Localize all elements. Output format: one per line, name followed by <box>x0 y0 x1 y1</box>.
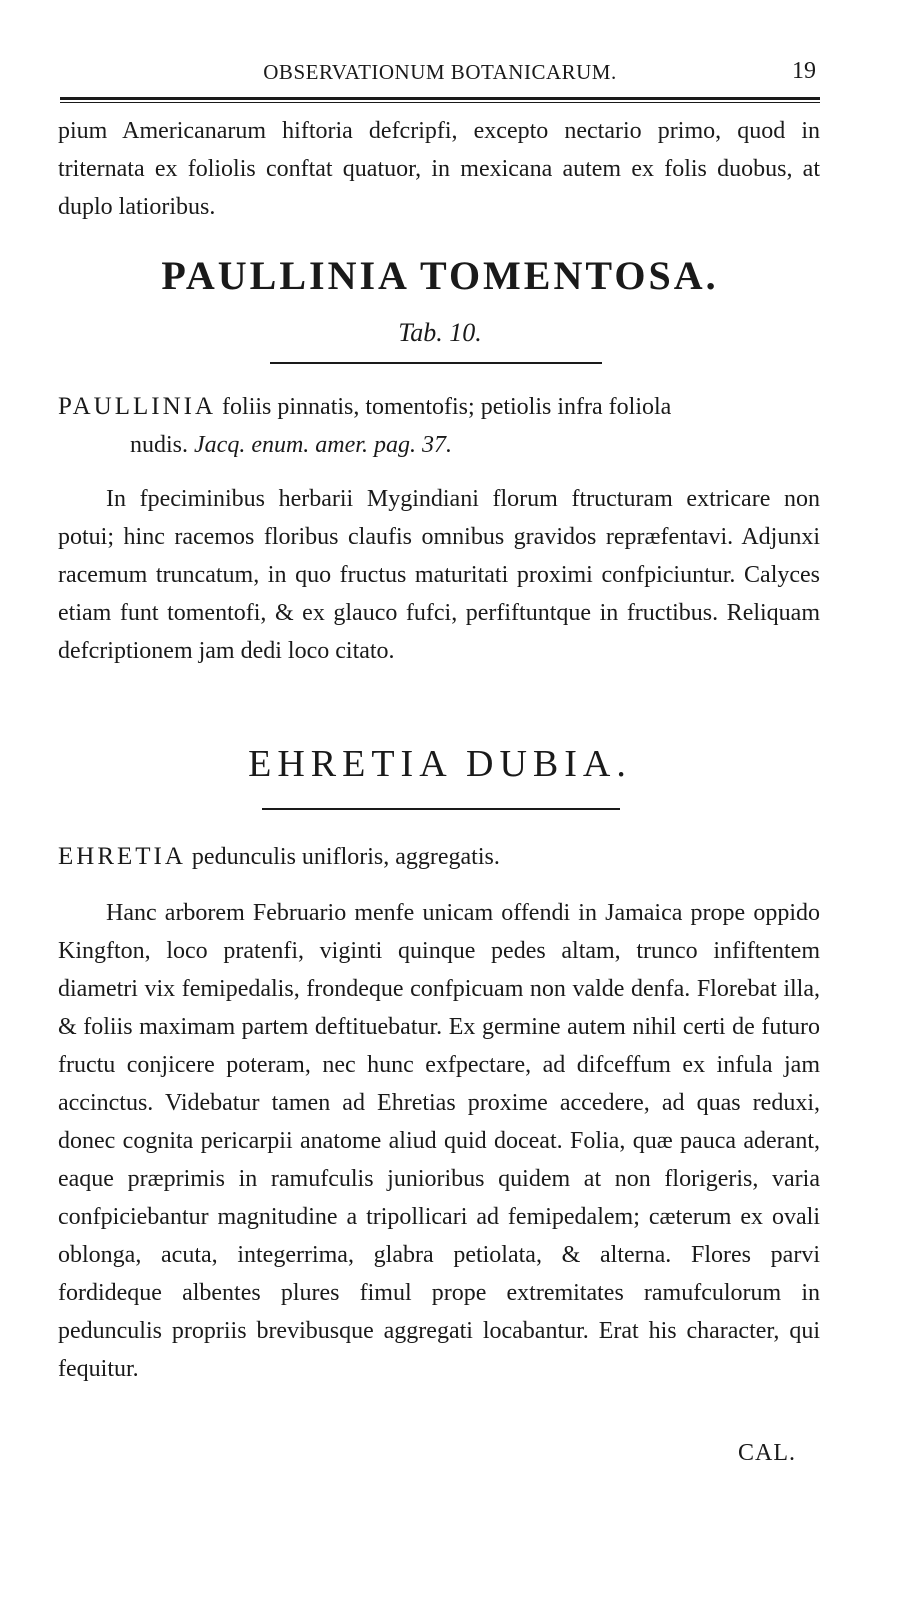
description-paragraph-ehretia: Hanc arborem Februario menfe unicam offendi in Jamaica prope oppido Kingfton, loco pratenfi, viginti quinque pedes altam, trunco infiftentem diametri vix femipedalis, frondeque confpicuam non valde denfa. Florebat illa, & foliis maximam partem deftituebatur. Ex germine autem nihil certi de futuro fructu conjicere poteram, nec hunc exfpectare, ad difceffum ex infula jam accinctus. Videbatur tamen ad Ehretias proxime accedere, ad quas reduxi, donec cognita pericarpii anatome aliud quid doceat. Folia, quæ pauca aderant, eaque præprimis in ramufculis junioribus quidem at non florigeris, varia confpiciebantur magnitudine a tripollicari ad femipedalem; cæterum ex ovali oblonga, acuta, integerrima, glabra petiolata, & alterna. Flores parvi fordideque albentes plures fimul prope extremitates ramufculorum in pedunculis propriis brevibusque aggregati locabantur. Erat his character, qui fequitur. <box>58 900 820 1382</box>
running-head <box>60 58 820 92</box>
diagnosis-continuation <box>58 426 820 464</box>
section-divider <box>270 362 602 364</box>
header-rule <box>60 97 820 103</box>
section-divider <box>262 808 620 810</box>
diagnosis-citation: Jacq. enum. amer. pag. 37. <box>194 432 452 458</box>
diagnosis-text: pedunculis unifloris, aggregatis. <box>191 844 500 870</box>
continued-paragraph: pium Americanarum hiftoria defcripfi, excepto nectario primo, quod in triternata ex foliolis conftat quatuor, in mexicana autem ex folis duobus, at duplo latioribus. <box>58 118 820 220</box>
diagnosis-text: foliis pinnatis, tomentofis; petiolis infra foliola <box>222 394 672 420</box>
diagnosis-ehretia <box>58 838 820 876</box>
description-paragraph-paullinia: In fpeciminibus herbarii Mygindiani florum ftructuram extricare non potui; hinc racemos floribus claufis omnibus gravidos repræfentavi. Adjunxi racemum truncatum, in quo fructus maturitati proximi confpiciuntur. Calyces etiam funt tomentofi, & ex glauco fufci, perfiftuntque in fructibus. Reliquam defcriptionem jam dedi loco citato. <box>58 486 820 664</box>
running-title: OBSERVATIONUM BOTANICARUM. <box>263 60 617 84</box>
section-title-ehretia: EHRETIA DUBIA. <box>248 743 632 785</box>
catch-word: CAL. <box>738 1440 796 1466</box>
diagnosis-cont-text: nudis. <box>130 432 189 458</box>
plate-reference: Tab. 10. <box>398 318 482 347</box>
diagnosis-paullinia <box>58 388 820 464</box>
diagnosis-genus: PAULLINIA <box>58 393 217 420</box>
section-title-paullinia: PAULLINIA TOMENTOSA. <box>161 253 719 298</box>
page-number: 19 <box>792 58 816 84</box>
diagnosis-genus: EHRETIA <box>58 843 186 870</box>
